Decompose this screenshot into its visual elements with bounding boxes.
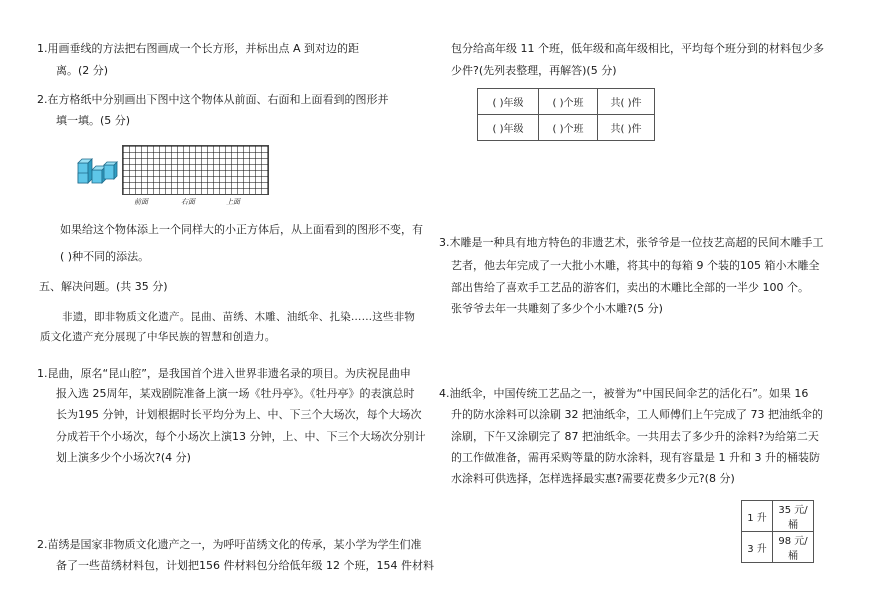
table-cell[interactable]: ( )年级	[478, 89, 539, 115]
table-row	[478, 89, 655, 115]
q2-fill-line1: 如果给这个物体添上一个同样大的小正方体后，从上面看到的图形不变，有	[60, 223, 423, 236]
p4-line3: 涂刷，下午又涂刷完了 87 把油纸伞。一共用去了多少升的涂料?为给第二天	[451, 430, 819, 443]
table-cell[interactable]: ( )个班	[539, 115, 598, 141]
intro-line2: 质文化遗产充分展现了中华民族的智慧和创造力。	[40, 331, 276, 343]
p3-line3: 部出售给了喜欢手工艺品的游客们，卖出的木雕比全部的一半少 100 个。	[451, 281, 809, 294]
grade-table	[477, 88, 655, 141]
p2-line1: 2.苗绣是国家非物质文化遗产之一，为呼吁苗绣文化的传承，某小学为学生们准	[37, 538, 422, 551]
table-cell: 3 升	[742, 532, 773, 563]
p1-line2: 报入选 25周年，某戏剧院准备上演一场《牡丹亭》。《牡丹亭》的表演总时	[56, 387, 415, 400]
table-row	[742, 501, 814, 532]
q1-line1: 1.用画垂线的方法把右图画成一个长方形，并标出点 A 到对边的距	[37, 42, 360, 55]
section-5-title: 五、解决问题。(共 35 分)	[39, 280, 168, 293]
cube-stack-figure	[76, 153, 118, 185]
p2-line4: 少件?(先列表整理，再解答)(5 分)	[451, 64, 617, 77]
p1-line3: 长为195 分钟，计划根据时长平均分为上、中、下三个大场次，每个大场次	[56, 408, 422, 421]
p3-line4: 张爷爷去年一共雕刻了多少个小木雕?(5 分)	[451, 302, 663, 315]
table-cell: 98 元/桶	[773, 532, 814, 563]
p1-line1: 1.昆曲，原名“昆山腔”，是我国首个进入世界非遗名录的项目。为庆祝昆曲申	[37, 367, 411, 380]
p1-line4: 分成若干个小场次，每个小场次上演13 分钟，上、中、下三个大场次分别计	[56, 430, 426, 443]
grid-label-front: 前面	[134, 198, 148, 206]
table-cell: 1 升	[742, 501, 773, 532]
table-cell: 35 元/桶	[773, 501, 814, 532]
q1-line2: 离。(2 分)	[56, 64, 109, 77]
p1-line5: 划上演多少个小场次?(4 分)	[56, 451, 191, 464]
intro-line1: 非遗，即非物质文化遗产。昆曲、苗绣、木雕、油纸伞、扎染……这些非物	[62, 311, 416, 323]
table-cell[interactable]: 共( )件	[598, 115, 655, 141]
p4-line4: 的工作做准备，需再采购等量的防水涂料，现有容量是 1 升和 3 升的桶装防	[451, 451, 820, 464]
table-cell[interactable]: ( )个班	[539, 89, 598, 115]
p2-line2: 备了一些苗绣材料包，计划把156 件材料包分给低年级 12 个班，154 件材料	[56, 559, 434, 572]
table-row	[478, 115, 655, 141]
table-row	[742, 532, 814, 563]
p4-line2: 升的防水涂料可以涂刷 32 把油纸伞，工人师傅们上午完成了 73 把油纸伞的	[451, 408, 823, 421]
table-cell[interactable]: ( )年级	[478, 115, 539, 141]
q2-fill-line2: ( )种不同的添法。	[60, 250, 150, 263]
p2-line3: 包分给高年级 11 个班，低年级和高年级相比，平均每个班分到的材料包少多	[451, 42, 824, 55]
p4-line5: 水涂料可供选择，怎样选择最实惠?需要花费多少元?(8 分)	[451, 472, 735, 485]
grid-label-top: 上面	[226, 198, 240, 206]
p3-line2: 艺者，他去年完成了一大批小木雕，将其中的每箱 9 个装的105 箱小木雕全	[451, 259, 820, 272]
q2-line2: 填一填。(5 分)	[56, 114, 131, 127]
q2-line1: 2.在方格纸中分别画出下图中这个物体从前面、右面和上面看到的图形并	[37, 93, 389, 106]
grid-paper[interactable]	[122, 145, 269, 195]
price-table	[741, 500, 814, 563]
grid-label-right: 右面	[181, 198, 195, 206]
table-cell[interactable]: 共( )件	[598, 89, 655, 115]
p4-line1: 4.油纸伞，中国传统工艺品之一，被誉为“中国民间伞艺的活化石”。如果 16	[439, 387, 809, 400]
p3-line1: 3.木雕是一种具有地方特色的非遗艺术，张爷爷是一位技艺高超的民间木雕手工	[439, 236, 824, 249]
